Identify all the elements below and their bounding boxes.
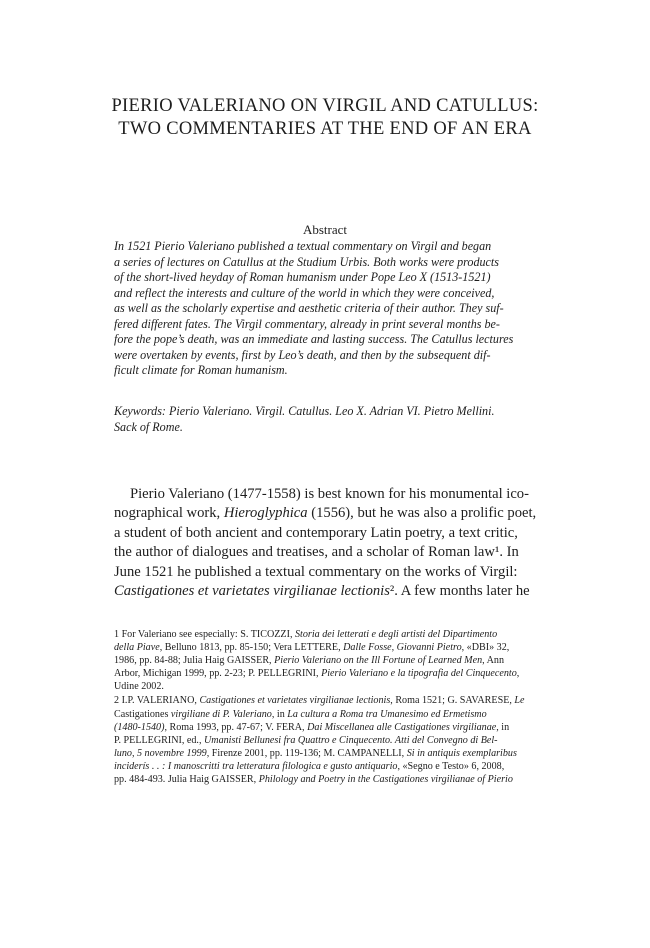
footnote-italic: della Piave [114, 642, 160, 654]
footnote-italic: Philology and Poetry in the Castigationes virgilianae of Pierio [258, 774, 513, 786]
footnote-italic: Castigationes et varietates virgilianae lectionis [199, 695, 391, 707]
body-line [114, 504, 540, 523]
footnote-text: , Roma 1521; G. SAVARESE, [390, 695, 515, 707]
footnote-text: , Belluno 1813, pp. 85-150; Vera LETTERE, [159, 642, 344, 654]
footnote-text: 2 I.P. VALERIANO, [114, 695, 200, 707]
footnote-text: 1986, pp. 84-88; Julia Haig GAISSER, [114, 655, 275, 667]
footnote-italic: Le [514, 695, 525, 707]
footnote-italic: Storia dei letterati e degli artisti del Dipartimento [295, 629, 498, 640]
footnote-text: P. PELLEGRINI, ed., [114, 734, 204, 746]
abstract-body [114, 239, 540, 379]
footnote-text: Udine 2002. [114, 681, 164, 693]
footnote-line [114, 628, 540, 641]
footnote-text: , in [271, 708, 288, 720]
body-text-segment: nographical work, [114, 505, 224, 522]
footnote-line [114, 760, 540, 773]
abstract-line: as well as the scholarly expertise and aesthetic criteria of their author. They suf- [114, 301, 504, 315]
footnote-text: , [516, 668, 520, 680]
footnote-text: , in [496, 721, 510, 733]
footnote-line [114, 773, 540, 786]
footnote-italic: Pierio Valeriano on the Ill Fortune of Learned Men [274, 655, 483, 667]
footnote-italic: Si in antiquis exemplaribus [406, 747, 517, 759]
title-line-2: TWO COMMENTARIES AT THE END OF AN ERA [118, 119, 532, 139]
footnote-line [114, 680, 540, 693]
abstract-line: ficult climate for Roman humanism. [114, 363, 288, 377]
abstract-line: were overtaken by events, first by Leo’s death, and then by the subsequent dif- [114, 347, 491, 362]
footnote-line [114, 641, 540, 654]
body-line: a student of both ancient and contemporary Latin poetry, a text critic, [114, 524, 518, 541]
footnote-text: Arbor, Michigan 1999, pp. 2-23; P. PELLEGRINI, [114, 668, 322, 680]
keywords-line-2: Sack of Rome. [114, 419, 183, 434]
footnote-line [114, 721, 540, 734]
footnote-text: , Ann [482, 655, 504, 667]
abstract-line: In 1521 Pierio Valeriano published a textual commentary on Virgil and began [114, 239, 492, 253]
abstract-heading: Abstract [302, 222, 348, 237]
book-title-hieroglyphica: Hieroglyphica [223, 505, 308, 522]
body-paragraph [114, 485, 540, 601]
footnote-italic: La cultura a Roma tra Umanesimo ed Ermetismo [287, 708, 487, 720]
footnote-line [114, 708, 540, 721]
footnote-italic: inciderís . . : I manoscritti tra letteratura filologica e gusto antiquario [114, 760, 398, 772]
footnote-italic: Dai Miscellanea alle Castigationes virgilianae [307, 721, 497, 733]
body-text-segment: (1556), but he was also a prolific poet, [307, 505, 537, 522]
footnote-line [114, 667, 540, 680]
footnote-text: Castigationes [114, 708, 171, 720]
footnote-text: , Firenze 2001, pp. 119-136; M. CAMPANELLI, [206, 747, 407, 759]
body-line: the author of dialogues and treatises, and a scholar of Roman law¹. In [114, 544, 519, 561]
body-line: June 1521 he published a textual commentary on the works of Virgil: [114, 563, 518, 580]
footnotes [114, 628, 540, 786]
body-line [114, 582, 540, 601]
footnote-text: , «DBI» 32, [461, 642, 510, 654]
body-text-segment: ². A few months later he [389, 583, 530, 600]
abstract-line: a series of lectures on Catullus at the Studium Urbis. Both works were products [114, 254, 499, 269]
abstract-line: fered different fates. The Virgil commentary, already in print several months be- [114, 316, 500, 331]
abstract-line: of the short-lived heyday of Roman humanism under Pope Leo X (1513-1521) [114, 270, 491, 284]
footnote-italic: Umanisti Bellunesi fra Quattro e Cinquecento. Atti del Convegno di Bel- [204, 734, 498, 746]
footnote-text: , «Segno e Testo» 6, 2008, [397, 760, 505, 772]
footnote-line [114, 747, 540, 760]
footnote-italic: Pierio Valeriano e la tipografia del Cinquecento [321, 668, 517, 680]
footnote-text: , Roma 1993, pp. 47-67; V. FERA, [164, 721, 308, 733]
keywords-line-1: Keywords: Pierio Valeriano. Virgil. Catullus. Leo X. Adrian VI. Pietro Mellini. [114, 404, 495, 418]
footnote-line [114, 694, 540, 707]
article-title [80, 95, 570, 141]
abstract-line: and reflect the interests and culture of the world in which they were conceived, [114, 285, 495, 300]
abstract-line: fore the pope’s death, was an immediate and lasting success. The Catullus lectures [114, 332, 514, 346]
book-title-castigationes: Castigationes et varietates virgilianae lectionis [114, 583, 390, 600]
footnote-text: pp. 484-493. Julia Haig GAISSER, [114, 774, 259, 786]
footnote-text: 1 For Valeriano see especially: S. TICOZZI, [114, 629, 295, 640]
footnote-italic: (1480-1540) [114, 721, 165, 733]
footnote-line [114, 734, 540, 747]
footnote-italic: luno, 5 novembre 1999 [114, 747, 207, 759]
body-line: Pierio Valeriano (1477-1558) is best known for his monumental ico- [130, 486, 529, 502]
keywords [114, 404, 540, 435]
title-line-1: PIERIO VALERIANO ON VIRGIL AND CATULLUS: [111, 96, 539, 116]
footnote-line [114, 654, 540, 667]
footnote-italic: virgiliane di P. Valeriano [170, 708, 272, 720]
footnote-italic: Dalle Fosse, Giovanni Pietro [343, 642, 462, 654]
